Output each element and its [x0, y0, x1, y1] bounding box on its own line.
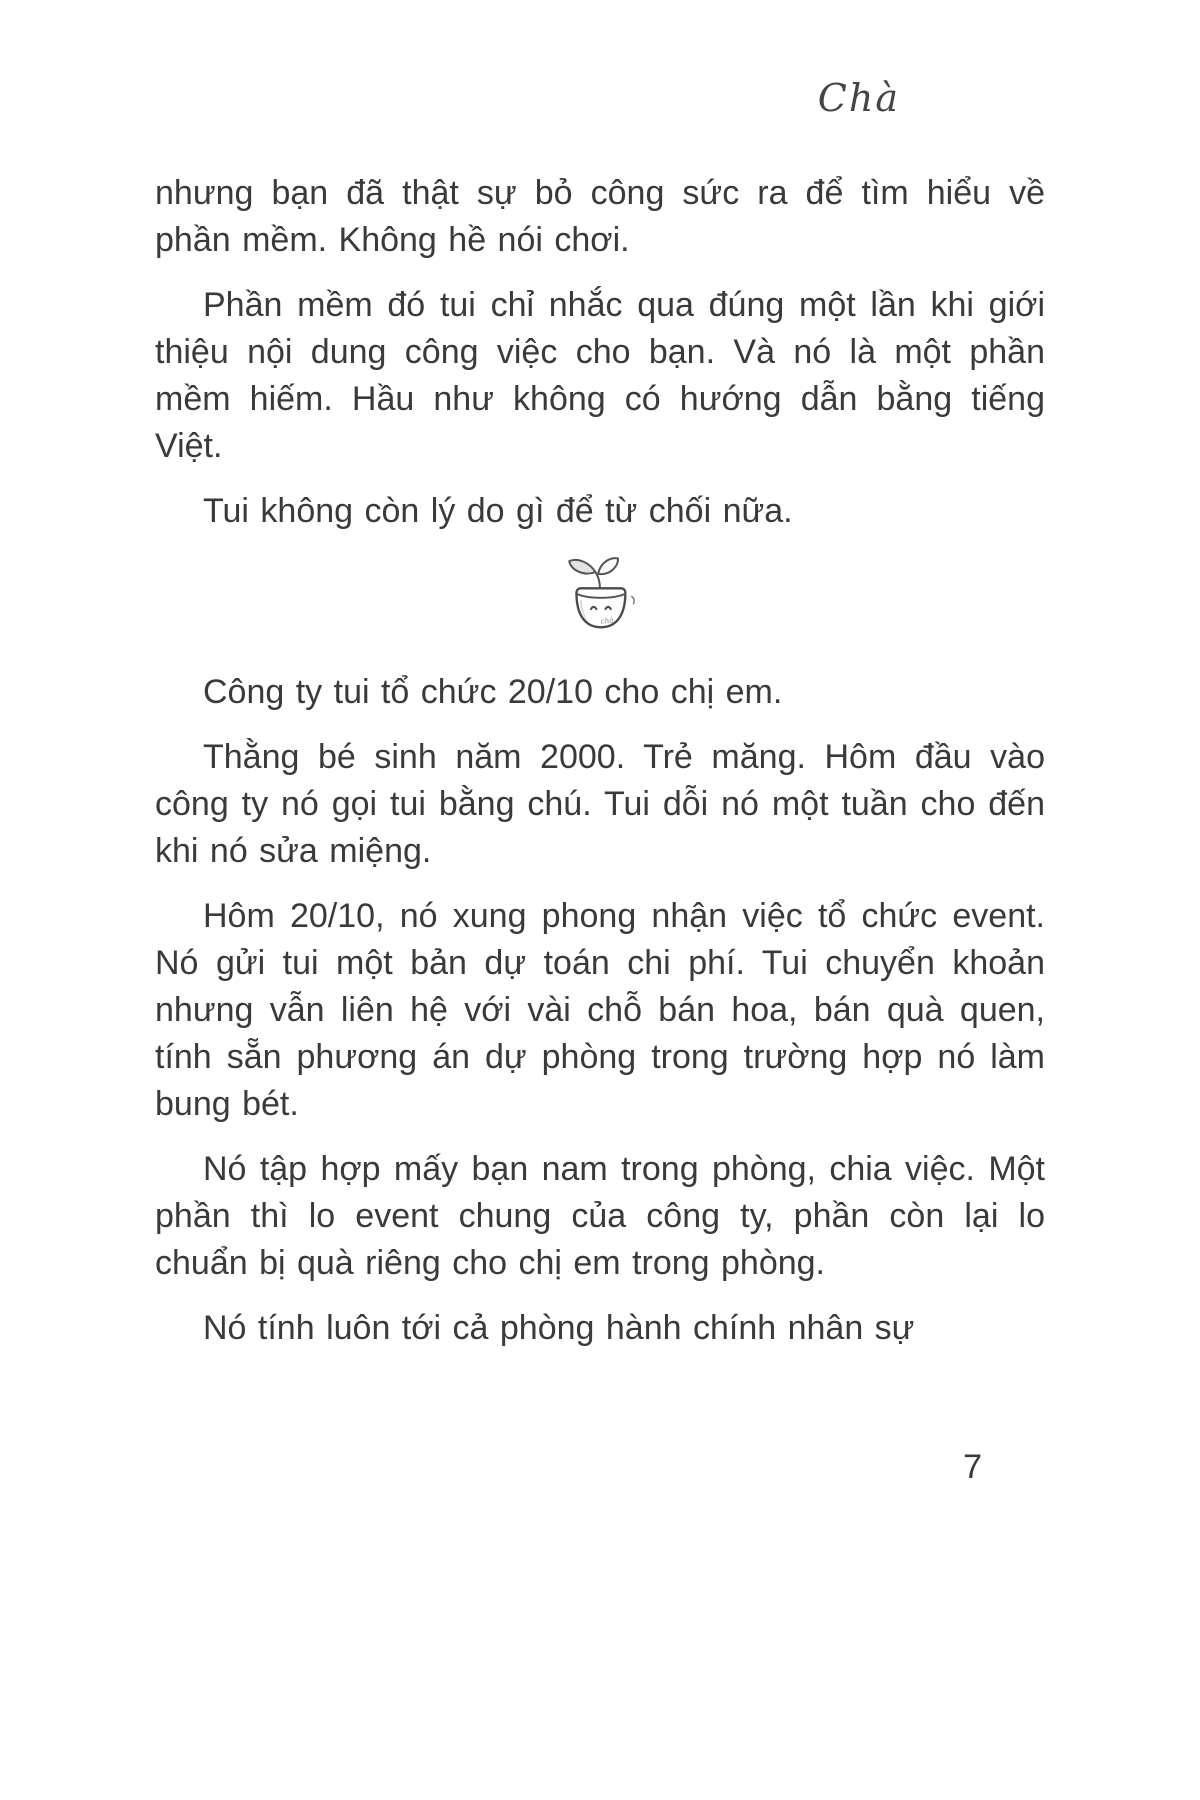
sprout-pot-illustration — [550, 553, 650, 649]
body-paragraph: Phần mềm đó tui chỉ nhắc qua đúng một lần khi giới thiệu nội dung công việc cho bạn. Và nó là một phần mềm hiếm. Hầu như không có hướng dẫn bằng tiếng Việt. — [155, 286, 1045, 465]
running-header: Chà — [817, 76, 900, 120]
body-paragraph: Nó tập hợp mấy bạn nam trong phòng, chia việc. Một phần thì lo event chung của công ty, phần còn lại lo chuẩn bị quà riêng cho chị em trong phòng. — [155, 1150, 1045, 1282]
body-paragraph: nhưng bạn đã thật sự bỏ công sức ra để tìm hiểu về phần mềm. Không hề nói chơi. — [155, 174, 1045, 259]
body-paragraph: Hôm 20/10, nó xung phong nhận việc tổ chức event. Nó gửi tui một bản dự toán chi phí. Tui chuyển khoản nhưng vẫn liên hệ với vài chỗ bán hoa, bán quà quen, tính sẵn phương án dự phòng trong trường hợp nó làm bung bét. — [155, 897, 1045, 1123]
body-paragraph: Nó tính luôn tới cả phòng hành chính nhân sự — [203, 1309, 915, 1347]
page-content — [155, 170, 1045, 1370]
illustration-signature: chà — [600, 615, 615, 626]
body-paragraph: Tui không còn lý do gì để từ chối nữa. — [203, 492, 793, 530]
page-number: 7 — [963, 1448, 982, 1486]
body-paragraph: Công ty tui tổ chức 20/10 cho chị em. — [203, 673, 783, 711]
section-divider — [155, 553, 1045, 649]
body-paragraph: Thằng bé sinh năm 2000. Trẻ măng. Hôm đầu vào công ty nó gọi tui bằng chú. Tui dỗi nó một tuần cho đến khi nó sửa miệng. — [155, 738, 1045, 870]
